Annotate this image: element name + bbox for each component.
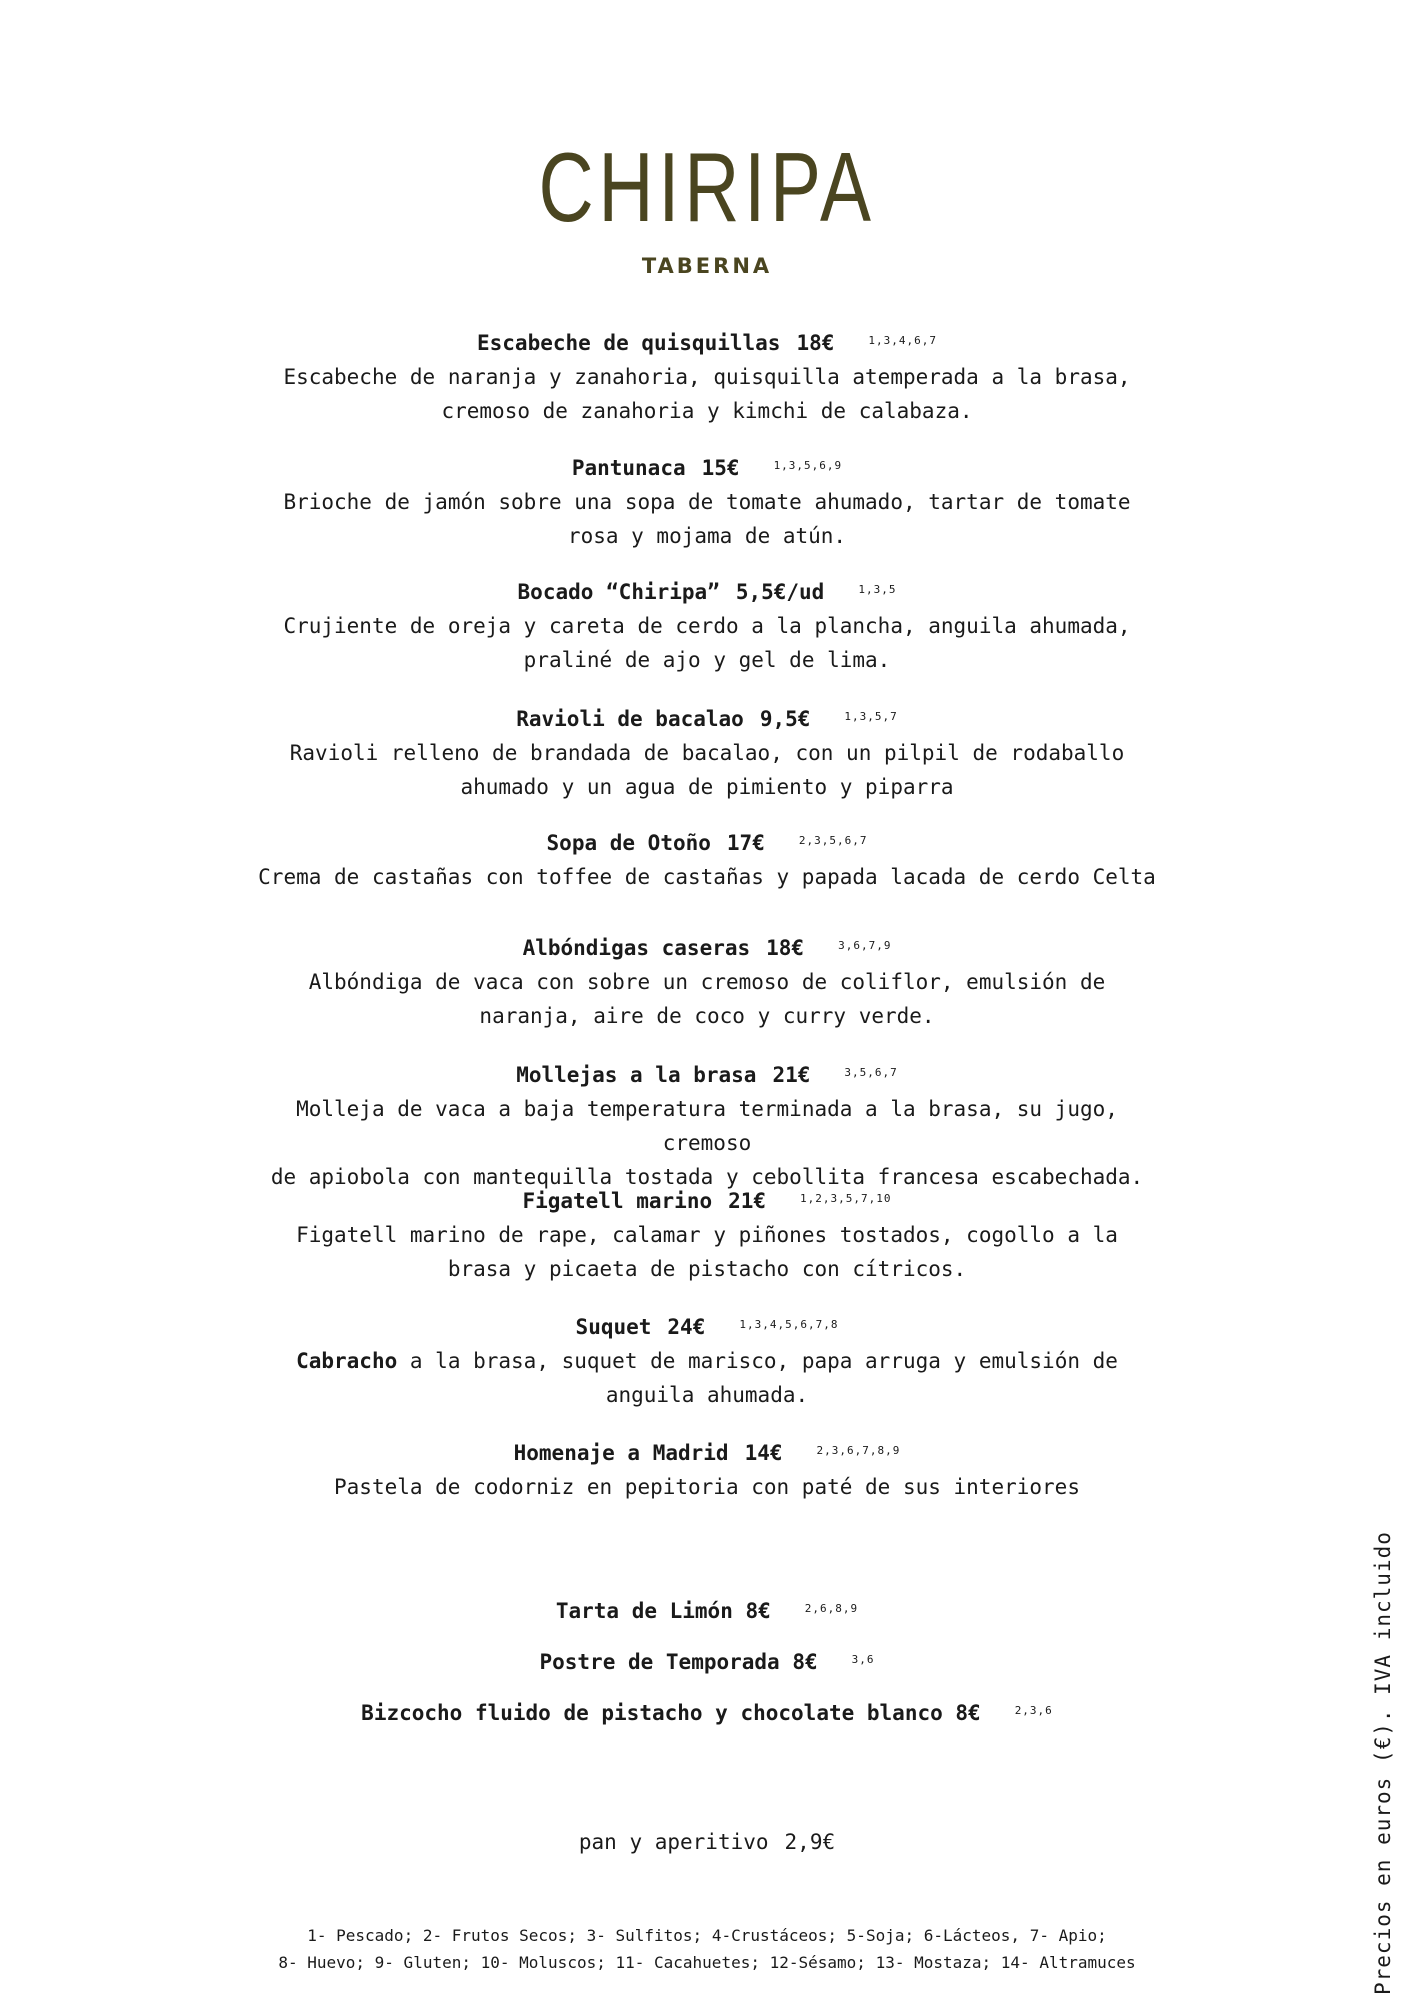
dish-title [250, 1184, 1164, 1216]
brand-subtitle: TABERNA [641, 254, 773, 278]
dish-allergens: 3,6,7,9 [838, 939, 892, 952]
description-line: Molleja de vaca a baja temperatura terminada a la brasa, su jugo, cremoso [296, 1097, 1118, 1155]
description-line: naranja, aire de coco y curry verde. [479, 1004, 935, 1028]
description-line: Pastela de codorniz en pepitoria con paté de sus interiores [334, 1475, 1080, 1499]
dish-name: Bocado “Chiripa” [517, 580, 720, 604]
dish-name: Albóndigas caseras [522, 936, 751, 960]
dish-allergens: 3,5,6,7 [844, 1066, 898, 1079]
description-line: Crujiente de oreja y careta de cerdo a la plancha, anguila ahumada, [283, 614, 1131, 638]
dish-name: Figatell marino [522, 1189, 713, 1213]
description-line: Figatell marino de rape, calamar y piñones tostados, cogollo a la [296, 1223, 1118, 1247]
dish-bocado-chiripa [250, 575, 1164, 677]
description-line [250, 1344, 1164, 1378]
dish-price: 9,5€ [759, 707, 811, 731]
dish-price: 24€ [667, 1315, 706, 1339]
dish-name: Mollejas a la brasa [516, 1063, 757, 1087]
dish-mollejas [250, 1058, 1164, 1194]
dessert-allergens: 2,6,8,9 [804, 1602, 859, 1615]
dish-allergens: 1,2,3,5,7,10 [800, 1192, 892, 1205]
dish-homenaje-madrid [250, 1436, 1164, 1504]
dish-allergens: 1,3,4,6,7 [868, 334, 937, 347]
description-line: Ravioli relleno de brandada de bacalao, con un pilpil de rodaballo [289, 741, 1125, 765]
dish-price: 18€ [766, 936, 805, 960]
dish-description [250, 1092, 1164, 1194]
dish-ravioli [250, 702, 1164, 804]
dish-name: Escabeche de quisquillas [477, 331, 781, 355]
dish-title [250, 326, 1164, 358]
price-note: Precios en euros (€). IVA incluido [1371, 1531, 1395, 1995]
dessert-allergens: 3,6 [851, 1653, 875, 1666]
dish-allergens: 1,3,5,7 [844, 710, 898, 723]
dish-escabeche [250, 326, 1164, 428]
brand-name: CHIRIPA [538, 132, 876, 242]
dessert-bizcocho-pistacho [250, 1696, 1164, 1728]
legend-line: 8- Huevo; 9- Gluten; 10- Moluscos; 11- Cacahuetes; 12-Sésamo; 13- Mostaza; 14- Altramuces [278, 1953, 1136, 1972]
description-line: cremoso de zanahoria y kimchi de calabaza. [441, 399, 973, 423]
allergen-legend [200, 1922, 1214, 1976]
description-line: praliné de ajo y gel de lima. [523, 648, 891, 672]
description-line: Escabeche de naranja y zanahoria, quisquilla atemperada a la brasa, [283, 365, 1131, 389]
dish-description [250, 965, 1164, 1033]
dessert-name: Bizcocho fluido de pistacho y chocolate blanco 8€ [361, 1701, 981, 1725]
dish-description [250, 736, 1164, 804]
dish-title [250, 1310, 1164, 1342]
dish-title [250, 1058, 1164, 1090]
dessert-allergens: 2,3,6 [1014, 1704, 1053, 1717]
dish-price: 14€ [744, 1441, 783, 1465]
dish-name: Suquet [575, 1315, 652, 1339]
bread-aperitivo [250, 1827, 1164, 1857]
description-line: ahumado y un agua de pimiento y piparra [460, 775, 954, 799]
dish-name: Homenaje a Madrid [513, 1441, 729, 1465]
description-line: anguila ahumada. [605, 1383, 809, 1407]
dish-description [250, 485, 1164, 553]
dish-description [250, 609, 1164, 677]
dish-title [250, 1436, 1164, 1468]
description-line: rosa y mojama de atún. [567, 524, 847, 548]
dessert-name: Postre de Temporada 8€ [539, 1650, 818, 1674]
dish-title [250, 931, 1164, 963]
dish-name: Pantunaca [571, 456, 686, 480]
dish-name: Ravioli de bacalao [516, 707, 744, 731]
dish-figatell [250, 1184, 1164, 1286]
dish-allergens: 2,3,5,6,7 [798, 834, 868, 847]
dish-title [250, 826, 1164, 858]
description-line: Albóndiga de vaca con sobre un cremoso de coliflor, emulsión de [308, 970, 1106, 994]
dish-description [250, 1470, 1164, 1504]
dish-title [250, 451, 1164, 483]
dish-sopa-otono [250, 826, 1164, 894]
brand-logo [0, 132, 1414, 278]
dish-price: 17€ [726, 831, 765, 855]
description-line: de apiobola con mantequilla tostada y cebollita francesa escabechada. [270, 1165, 1144, 1189]
dish-allergens: 1,3,5,6,9 [773, 459, 843, 472]
bread-price: 2,9€ [784, 1830, 836, 1854]
dish-title [250, 575, 1164, 607]
bread-label: pan y aperitivo [578, 1830, 769, 1854]
description-text: a la brasa, suquet de marisco, papa arruga y emulsión de [397, 1349, 1118, 1373]
legend-line: 1- Pescado; 2- Frutos Secos; 3- Sulfitos; 4-Crustáceos; 5-Soja; 6-Lácteos, 7- Apio; [307, 1926, 1107, 1945]
dish-price: 18€ [796, 331, 835, 355]
dish-allergens: 1,3,4,5,6,7,8 [739, 1318, 839, 1331]
dish-description [250, 1344, 1164, 1412]
description-line: brasa y picaeta de pistacho con cítricos. [447, 1257, 967, 1281]
dish-suquet [250, 1310, 1164, 1412]
dish-allergens: 1,3,5 [858, 583, 897, 596]
dish-price: 21€ [728, 1189, 767, 1213]
dessert-name: Tarta de Limón 8€ [555, 1599, 771, 1623]
dish-name: Sopa de Otoño [546, 831, 711, 855]
dish-pantunaca [250, 451, 1164, 553]
description-line: Crema de castañas con toffee de castañas y papada lacada de cerdo Celta [258, 865, 1156, 889]
dessert-tarta-limon [250, 1594, 1164, 1626]
dish-allergens: 2,3,6,7,8,9 [816, 1444, 901, 1457]
dessert-postre-temporada [250, 1645, 1164, 1677]
dish-description [250, 1218, 1164, 1286]
dish-price: 15€ [701, 456, 740, 480]
description-line: Brioche de jamón sobre una sopa de tomate ahumado, tartar de tomate [283, 490, 1131, 514]
dish-description [250, 360, 1164, 428]
dish-price: 21€ [772, 1063, 811, 1087]
dish-albondigas [250, 931, 1164, 1033]
description-highlight: Cabracho [296, 1349, 398, 1373]
dish-description [250, 860, 1164, 894]
dish-price: 5,5€/ud [735, 580, 825, 604]
dish-title [250, 702, 1164, 734]
